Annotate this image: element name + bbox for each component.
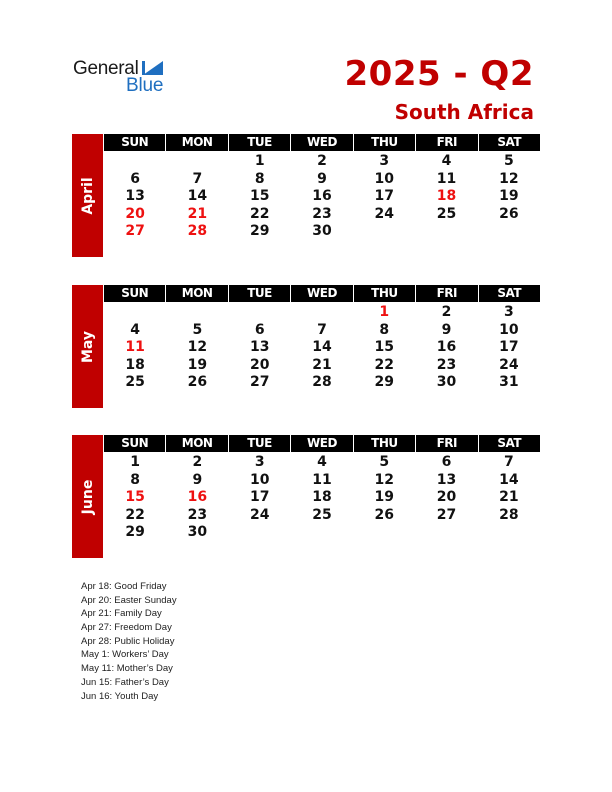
weekday-header xyxy=(104,435,540,452)
month-name: May xyxy=(79,330,96,363)
weekday-sun: SUN xyxy=(104,285,166,302)
week-row xyxy=(104,322,540,340)
day-cell: 8 xyxy=(379,321,390,338)
page-title: 2025 - Q2 xyxy=(344,54,534,94)
day-cell: 4 xyxy=(130,321,141,338)
day-cell: 4 xyxy=(441,153,452,169)
day-cell: 25 xyxy=(125,374,145,390)
holiday-list xyxy=(81,580,177,703)
month-name: April xyxy=(79,176,96,215)
empty-day-cell xyxy=(104,304,166,322)
weekday-header xyxy=(104,134,540,151)
day-cell: 5 xyxy=(379,454,390,470)
day-cell: 10 xyxy=(374,170,394,187)
day-cell: 20 xyxy=(125,205,145,222)
week-row xyxy=(104,223,540,241)
day-cell: 30 xyxy=(312,223,332,239)
day-cell: 9 xyxy=(192,471,203,488)
day-cell: 23 xyxy=(312,205,332,222)
month-block-june xyxy=(72,435,540,558)
day-cell: 29 xyxy=(125,524,145,540)
holiday-note: Apr 21: Family Day xyxy=(81,608,162,620)
week-row xyxy=(104,454,540,472)
empty-day-cell xyxy=(415,223,477,241)
day-cell: 17 xyxy=(249,489,270,505)
day-cell: 26 xyxy=(187,374,208,390)
day-cell: 13 xyxy=(436,471,457,488)
day-cell: 21 xyxy=(187,205,208,222)
day-cell: 16 xyxy=(312,188,332,204)
day-cell: 8 xyxy=(130,471,141,488)
day-cell: 18 xyxy=(312,489,332,505)
day-cell: 19 xyxy=(187,356,208,373)
generalblue-logo xyxy=(73,58,173,98)
day-cell: 30 xyxy=(436,374,457,390)
empty-day-cell xyxy=(229,304,291,322)
day-cell: 25 xyxy=(436,205,457,222)
holiday-note: Apr 20: Easter Sunday xyxy=(81,594,177,606)
day-cell: 3 xyxy=(379,153,390,169)
month-label-band xyxy=(72,134,103,257)
holiday-note: Jun 16: Youth Day xyxy=(81,690,159,702)
day-cell: 3 xyxy=(254,454,265,470)
day-cell: 16 xyxy=(436,339,457,355)
empty-day-cell xyxy=(478,524,540,542)
day-cell: 18 xyxy=(436,188,457,204)
day-cell: 8 xyxy=(254,170,265,187)
empty-day-cell xyxy=(353,524,415,542)
weekday-sat: SAT xyxy=(479,134,540,151)
weekday-mon: MON xyxy=(166,134,228,151)
day-cell: 17 xyxy=(499,339,519,355)
week-row xyxy=(104,188,540,206)
empty-day-cell xyxy=(478,223,540,241)
weekday-sat: SAT xyxy=(479,435,540,452)
day-cell: 12 xyxy=(499,170,519,187)
day-cell: 7 xyxy=(317,321,327,338)
day-cell: 27 xyxy=(125,223,145,239)
country-subtitle: South Africa xyxy=(394,100,534,124)
day-cell: 7 xyxy=(192,170,203,187)
day-cell: 11 xyxy=(125,339,145,355)
day-cell: 19 xyxy=(374,489,394,505)
weekday-thu: THU xyxy=(354,134,416,151)
day-cell: 15 xyxy=(374,339,394,355)
day-cell: 20 xyxy=(249,356,270,373)
day-cell: 14 xyxy=(187,188,208,204)
day-cell: 6 xyxy=(130,170,141,187)
day-cell: 11 xyxy=(312,471,332,488)
day-cell: 16 xyxy=(187,489,208,505)
holiday-note: May 1: Workers’ Day xyxy=(81,649,169,661)
day-cell: 24 xyxy=(374,205,394,222)
week-row xyxy=(104,339,540,357)
day-cell: 21 xyxy=(499,489,519,505)
holiday-note: Apr 28: Public Holiday xyxy=(81,635,175,647)
weekday-sun: SUN xyxy=(104,134,166,151)
logo-text-blue: Blue xyxy=(126,75,164,96)
weekday-tue: TUE xyxy=(229,285,291,302)
day-cell: 22 xyxy=(374,356,394,373)
week-row xyxy=(104,472,540,490)
day-cell: 2 xyxy=(441,304,452,320)
day-cell: 29 xyxy=(249,223,270,239)
weekday-thu: THU xyxy=(354,285,416,302)
day-cell: 11 xyxy=(436,170,457,187)
weekday-sun: SUN xyxy=(104,435,166,452)
day-grid xyxy=(104,454,540,542)
day-cell: 13 xyxy=(125,188,145,204)
week-row xyxy=(104,304,540,322)
day-cell: 1 xyxy=(130,454,141,470)
day-cell: 5 xyxy=(192,321,203,338)
month-block-may xyxy=(72,285,540,408)
empty-day-cell xyxy=(415,524,477,542)
day-cell: 2 xyxy=(192,454,203,470)
weekday-header xyxy=(104,285,540,302)
week-row xyxy=(104,489,540,507)
day-cell: 13 xyxy=(249,339,270,355)
holiday-note: May 11: Mother’s Day xyxy=(81,663,173,675)
day-cell: 12 xyxy=(187,339,208,355)
week-row xyxy=(104,171,540,189)
holiday-note: Apr 27: Freedom Day xyxy=(81,622,172,634)
empty-day-cell xyxy=(353,223,415,241)
day-cell: 21 xyxy=(312,356,332,373)
holiday-note: Jun 15: Father’s Day xyxy=(81,676,169,688)
day-cell: 23 xyxy=(436,356,457,373)
weekday-wed: WED xyxy=(291,285,353,302)
day-cell: 7 xyxy=(503,454,514,470)
month-name: June xyxy=(79,479,96,514)
empty-day-cell xyxy=(104,153,166,171)
day-cell: 29 xyxy=(374,374,394,390)
logo-flag-icon xyxy=(143,61,163,75)
day-cell: 14 xyxy=(312,339,332,355)
day-cell: 6 xyxy=(441,454,452,470)
day-cell: 4 xyxy=(317,454,327,470)
week-row xyxy=(104,374,540,392)
holiday-note: Apr 18: Good Friday xyxy=(81,581,167,592)
day-cell: 9 xyxy=(317,170,327,187)
day-cell: 14 xyxy=(499,471,519,488)
empty-day-cell xyxy=(229,524,291,542)
empty-day-cell xyxy=(291,524,353,542)
month-block-april xyxy=(72,134,540,257)
day-cell: 12 xyxy=(374,471,394,488)
day-cell: 22 xyxy=(249,205,270,222)
logo-text-general: General xyxy=(73,58,139,79)
weekday-sat: SAT xyxy=(479,285,540,302)
week-row xyxy=(104,507,540,525)
week-row xyxy=(104,357,540,375)
day-cell: 10 xyxy=(249,471,270,488)
day-cell: 24 xyxy=(499,356,519,373)
weekday-wed: WED xyxy=(291,134,353,151)
day-cell: 5 xyxy=(503,153,514,169)
day-cell: 9 xyxy=(441,321,452,338)
empty-day-cell xyxy=(166,304,228,322)
day-cell: 25 xyxy=(312,506,332,523)
empty-day-cell xyxy=(291,304,353,322)
day-cell: 24 xyxy=(249,506,270,523)
weekday-tue: TUE xyxy=(229,134,291,151)
day-cell: 27 xyxy=(249,374,270,390)
day-cell: 22 xyxy=(125,506,145,523)
day-cell: 2 xyxy=(317,153,327,169)
weekday-thu: THU xyxy=(354,435,416,452)
day-cell: 15 xyxy=(249,188,270,204)
day-grid xyxy=(104,153,540,241)
day-cell: 23 xyxy=(187,506,208,523)
day-cell: 27 xyxy=(436,506,457,523)
day-cell: 6 xyxy=(254,321,265,338)
day-cell: 15 xyxy=(125,489,145,505)
empty-day-cell xyxy=(166,153,228,171)
day-cell: 28 xyxy=(187,223,208,239)
day-cell: 26 xyxy=(499,205,519,222)
week-row xyxy=(104,153,540,171)
day-grid xyxy=(104,304,540,392)
weekday-fri: FRI xyxy=(416,134,478,151)
week-row xyxy=(104,524,540,542)
month-label-band xyxy=(72,285,103,408)
day-cell: 30 xyxy=(187,524,208,540)
day-cell: 18 xyxy=(125,356,145,373)
day-cell: 28 xyxy=(499,506,519,523)
day-cell: 28 xyxy=(312,374,332,390)
day-cell: 20 xyxy=(436,489,457,505)
day-cell: 19 xyxy=(499,188,519,204)
day-cell: 1 xyxy=(379,304,390,320)
day-cell: 17 xyxy=(374,188,394,204)
week-row xyxy=(104,206,540,224)
day-cell: 10 xyxy=(499,321,519,338)
weekday-mon: MON xyxy=(166,285,228,302)
weekday-wed: WED xyxy=(291,435,353,452)
weekday-tue: TUE xyxy=(229,435,291,452)
weekday-fri: FRI xyxy=(416,285,478,302)
day-cell: 31 xyxy=(499,374,519,390)
day-cell: 1 xyxy=(254,153,265,169)
weekday-fri: FRI xyxy=(416,435,478,452)
day-cell: 26 xyxy=(374,506,394,523)
day-cell: 3 xyxy=(503,304,514,320)
month-label-band xyxy=(72,435,103,558)
weekday-mon: MON xyxy=(166,435,228,452)
